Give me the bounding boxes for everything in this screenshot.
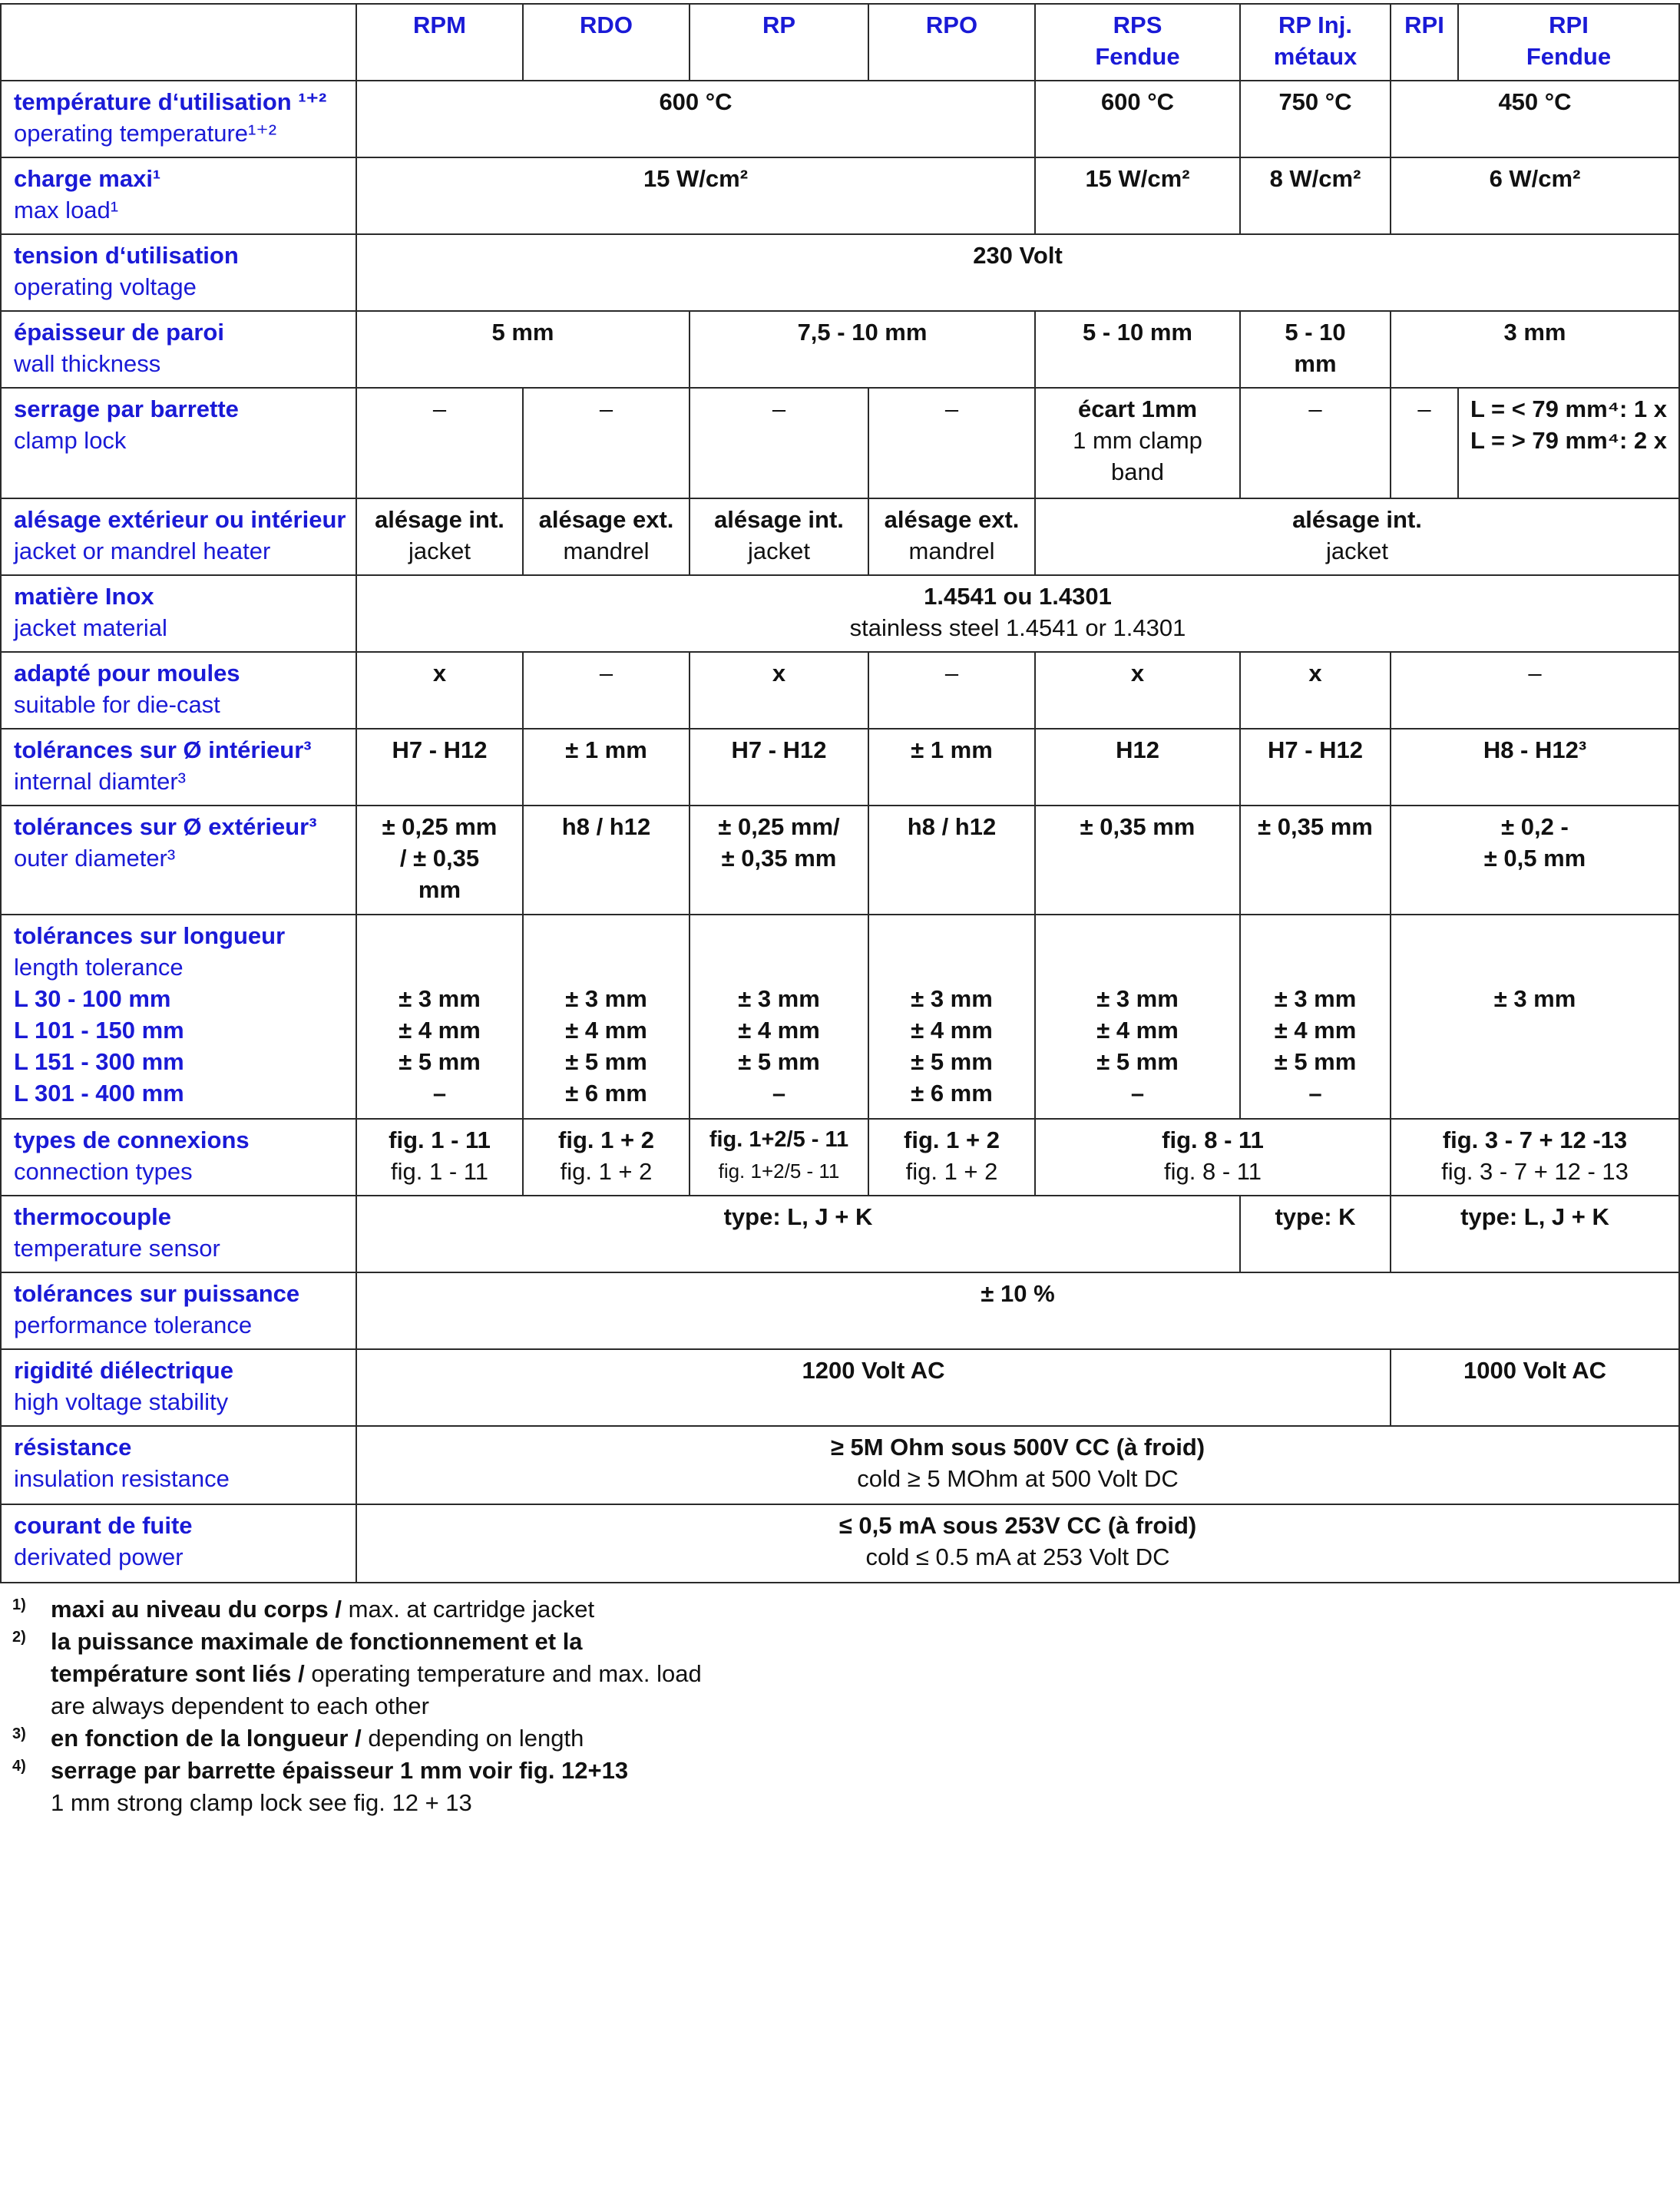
label-fr: tolérances sur Ø extérieur³ xyxy=(14,813,317,840)
label-en: temperature sensor xyxy=(14,1235,220,1262)
value-cell xyxy=(523,1119,690,1196)
value-en: fig. 3 - 7 + 12 - 13 xyxy=(1441,1158,1629,1185)
value-cell: – xyxy=(1391,652,1679,729)
specification-table xyxy=(0,3,1680,1583)
label-fr: thermocouple xyxy=(14,1203,171,1230)
value-cell: ± 3 mm ± 4 mm ± 5 mm – xyxy=(690,915,868,1119)
value-cell: ± 0,25 mm/ ± 0,35 mm xyxy=(690,806,868,915)
value-cell: ± 1 mm xyxy=(868,729,1035,806)
row-label xyxy=(1,234,356,311)
row-temperature xyxy=(1,81,1679,157)
label-fr: épaisseur de paroi xyxy=(14,319,224,346)
value-cell: 230 Volt xyxy=(356,234,1679,311)
row-thermocouple xyxy=(1,1196,1679,1272)
value-cell: – xyxy=(356,388,523,498)
label-en: operating voltage xyxy=(14,273,197,300)
value-cell: ± 1 mm xyxy=(523,729,690,806)
row-label xyxy=(1,157,356,234)
label-en: jacket material xyxy=(14,614,167,641)
value-en: cold ≥ 5 MOhm at 500 Volt DC xyxy=(857,1465,1179,1492)
length-range: L 101 - 150 mm xyxy=(14,1017,184,1044)
value-cell: ± 10 % xyxy=(356,1272,1679,1349)
label-fr: adapté pour moules xyxy=(14,660,240,686)
value-cell: H7 - H12 xyxy=(356,729,523,806)
value-fr: fig. 3 - 7 + 12 -13 xyxy=(1442,1127,1628,1153)
value-cell: 600 °C xyxy=(1035,81,1240,157)
row-label xyxy=(1,1272,356,1349)
value-cell: 5 - 10 mm xyxy=(1240,311,1391,388)
footnote-text xyxy=(51,1593,594,1626)
row-leakage xyxy=(1,1504,1679,1583)
label-en: insulation resistance xyxy=(14,1465,230,1492)
value-cell xyxy=(1035,498,1679,575)
value-cell: H7 - H12 xyxy=(1240,729,1391,806)
label-fr: tolérances sur puissance xyxy=(14,1280,300,1307)
row-label xyxy=(1,915,356,1119)
value-cell: – xyxy=(868,652,1035,729)
label-fr: alésage extérieur ou intérieur xyxy=(14,506,346,533)
footnote-normal: 1 mm strong clamp lock see fig. 12 + 13 xyxy=(51,1789,472,1816)
value-cell: 1200 Volt AC xyxy=(356,1349,1391,1426)
value-en: jacket xyxy=(1326,538,1388,564)
header-row xyxy=(1,4,1679,81)
footnote xyxy=(0,1755,921,1819)
label-fr: température d‘utilisation ¹⁺² xyxy=(14,88,327,115)
value-fr: fig. 1 - 11 xyxy=(389,1127,491,1153)
value-cell: ± 0,2 - ± 0,5 mm xyxy=(1391,806,1679,915)
value-en: 1 mm clamp band xyxy=(1073,427,1202,485)
col-header-rdo: RDO xyxy=(523,4,690,81)
value-en: mandrel xyxy=(563,538,650,564)
row-clamp-lock xyxy=(1,388,1679,498)
footnote-mark: 2) xyxy=(12,1629,26,1646)
value-fr: fig. 8 - 11 xyxy=(1162,1127,1264,1153)
label-fr: résistance xyxy=(14,1434,132,1461)
row-connection-types xyxy=(1,1119,1679,1196)
row-insulation xyxy=(1,1426,1679,1504)
value-cell xyxy=(356,1119,523,1196)
value-cell: type: L, J + K xyxy=(356,1196,1240,1272)
value-en: jacket xyxy=(408,538,471,564)
value-cell: 8 W/cm² xyxy=(1240,157,1391,234)
value-cell: x xyxy=(1240,652,1391,729)
col-header-rpi: RPI xyxy=(1391,4,1458,81)
label-en: outer diameter³ xyxy=(14,845,176,872)
label-fr: matière Inox xyxy=(14,583,154,610)
row-inner-diameter xyxy=(1,729,1679,806)
row-material xyxy=(1,575,1679,652)
footnote-text xyxy=(51,1722,584,1755)
label-fr: tension d‘utilisation xyxy=(14,242,239,269)
col-header-rp-inj: RP Inj. métaux xyxy=(1240,4,1391,81)
footnote xyxy=(0,1626,921,1722)
value-cell: ± 3 mm ± 4 mm ± 5 mm ± 6 mm xyxy=(868,915,1035,1119)
row-bore xyxy=(1,498,1679,575)
footnote-mark: 3) xyxy=(12,1725,26,1742)
value-cell: H8 - H12³ xyxy=(1391,729,1679,806)
col-header-rp: RP xyxy=(690,4,868,81)
row-label xyxy=(1,806,356,915)
value-cell xyxy=(1391,1119,1679,1196)
value-cell: 450 °C xyxy=(1391,81,1679,157)
label-fr: types de connexions xyxy=(14,1127,250,1153)
value-cell: type: K xyxy=(1240,1196,1391,1272)
value-cell: ± 3 mm ± 4 mm ± 5 mm – xyxy=(356,915,523,1119)
row-die-cast xyxy=(1,652,1679,729)
value-cell: – xyxy=(1240,388,1391,498)
footnote-normal: operating temperature and max. load are always dependent to each other xyxy=(51,1660,702,1719)
value-cell xyxy=(868,1119,1035,1196)
value-cell: h8 / h12 xyxy=(523,806,690,915)
row-label xyxy=(1,1119,356,1196)
label-en: length tolerance xyxy=(14,954,184,981)
footnote-bold: serrage par barrette épaisseur 1 mm voir fig. 12+13 xyxy=(51,1757,629,1784)
value-en: mandrel xyxy=(908,538,995,564)
row-label xyxy=(1,498,356,575)
value-cell: H12 xyxy=(1035,729,1240,806)
value-cell xyxy=(356,1504,1679,1583)
row-dielectric xyxy=(1,1349,1679,1426)
footnote-normal: depending on length xyxy=(368,1725,584,1752)
value-cell: – xyxy=(1391,388,1458,498)
length-range: L 301 - 400 mm xyxy=(14,1080,184,1107)
row-label xyxy=(1,1349,356,1426)
value-cell: 3 mm xyxy=(1391,311,1679,388)
value-cell: ± 3 mm ± 4 mm ± 5 mm – xyxy=(1035,915,1240,1119)
length-range: L 151 - 300 mm xyxy=(14,1048,184,1075)
label-en: internal diamter³ xyxy=(14,768,186,795)
col-header-rpi-fendue: RPI Fendue xyxy=(1458,4,1679,81)
footnote xyxy=(0,1722,921,1755)
label-fr: courant de fuite xyxy=(14,1512,193,1539)
label-en: max load¹ xyxy=(14,197,119,223)
value-en: fig. 1 + 2 xyxy=(905,1158,998,1185)
value-fr: 1.4541 ou 1.4301 xyxy=(924,583,1112,610)
row-label xyxy=(1,388,356,498)
value-cell: – xyxy=(523,388,690,498)
col-header-rpo: RPO xyxy=(868,4,1035,81)
value-cell: 5 - 10 mm xyxy=(1035,311,1240,388)
value-en: fig. 1 + 2 xyxy=(560,1158,653,1185)
value-cell xyxy=(868,498,1035,575)
value-en: fig. 1 - 11 xyxy=(391,1158,488,1185)
row-voltage xyxy=(1,234,1679,311)
value-en: stainless steel 1.4541 or 1.4301 xyxy=(849,614,1186,641)
value-cell xyxy=(356,575,1679,652)
footnote-mark: 4) xyxy=(12,1758,26,1775)
value-cell: x xyxy=(690,652,868,729)
label-en: clamp lock xyxy=(14,427,127,454)
value-cell xyxy=(1035,388,1240,498)
value-cell: 7,5 - 10 mm xyxy=(690,311,1035,388)
value-cell: ± 3 mm xyxy=(1391,915,1679,1119)
label-en: suitable for die-cast xyxy=(14,691,220,718)
value-cell: 750 °C xyxy=(1240,81,1391,157)
value-cell: ± 3 mm ± 4 mm ± 5 mm ± 6 mm xyxy=(523,915,690,1119)
value-fr: écart 1mm xyxy=(1077,395,1198,422)
row-label xyxy=(1,729,356,806)
value-cell: H7 - H12 xyxy=(690,729,868,806)
value-cell: L = < 79 mm⁴: 1 x L = > 79 mm⁴: 2 x xyxy=(1458,388,1679,498)
value-cell: h8 / h12 xyxy=(868,806,1035,915)
length-range: L 30 - 100 mm xyxy=(14,985,171,1012)
row-label xyxy=(1,1426,356,1504)
footnote-normal: max. at cartridge jacket xyxy=(348,1596,595,1623)
value-fr: alésage ext. xyxy=(884,506,1020,533)
value-cell: – xyxy=(523,652,690,729)
footnote-bold: en fonction de la longueur / xyxy=(51,1725,369,1752)
label-fr: tolérances sur longueur xyxy=(14,922,286,949)
value-fr: alésage ext. xyxy=(538,506,674,533)
value-fr: ≥ 5M Ohm sous 500V CC (à froid) xyxy=(830,1434,1205,1461)
value-cell: ± 0,35 mm xyxy=(1240,806,1391,915)
footnote-bold: la puissance maximale de fonctionnement et la température sont liés / xyxy=(51,1628,583,1687)
col-header-rps: RPS Fendue xyxy=(1035,4,1240,81)
label-fr: rigidité diélectrique xyxy=(14,1357,233,1384)
row-power-tolerance xyxy=(1,1272,1679,1349)
value-cell: 600 °C xyxy=(356,81,1035,157)
label-en: connection types xyxy=(14,1158,193,1185)
value-cell: x xyxy=(356,652,523,729)
label-en: performance tolerance xyxy=(14,1312,253,1338)
row-wall-thickness xyxy=(1,311,1679,388)
value-cell: – xyxy=(690,388,868,498)
value-fr: fig. 1 + 2 xyxy=(904,1127,1000,1153)
value-cell xyxy=(356,498,523,575)
value-cell xyxy=(690,1119,868,1196)
label-en: high voltage stability xyxy=(14,1388,229,1415)
value-cell xyxy=(523,498,690,575)
value-fr: fig. 1 + 2 xyxy=(558,1127,654,1153)
value-fr: ≤ 0,5 mA sous 253V CC (à froid) xyxy=(838,1512,1197,1539)
value-cell: 15 W/cm² xyxy=(1035,157,1240,234)
label-en: wall thickness xyxy=(14,350,161,377)
footnotes xyxy=(0,1593,921,1819)
footnote-text xyxy=(51,1626,702,1722)
label-fr: tolérances sur Ø intérieur³ xyxy=(14,736,312,763)
header-corner xyxy=(1,4,356,81)
value-fr: fig. 1+2/5 - 11 xyxy=(709,1127,849,1152)
label-en: operating temperature¹⁺² xyxy=(14,120,277,147)
row-label xyxy=(1,81,356,157)
value-fr: alésage int. xyxy=(1292,506,1422,533)
value-cell xyxy=(1035,1119,1391,1196)
footnote xyxy=(0,1593,921,1626)
value-cell: 5 mm xyxy=(356,311,690,388)
value-cell: ± 0,25 mm / ± 0,35 mm xyxy=(356,806,523,915)
label-fr: serrage par barrette xyxy=(14,395,239,422)
row-label xyxy=(1,1196,356,1272)
row-label xyxy=(1,1504,356,1583)
value-fr: alésage int. xyxy=(714,506,844,533)
label-en: derivated power xyxy=(14,1543,184,1570)
value-cell: x xyxy=(1035,652,1240,729)
value-en: fig. 1+2/5 - 11 xyxy=(718,1160,840,1183)
label-en: jacket or mandrel heater xyxy=(14,538,271,564)
row-outer-diameter xyxy=(1,806,1679,915)
value-en: fig. 8 - 11 xyxy=(1164,1158,1262,1185)
row-label xyxy=(1,311,356,388)
value-fr: alésage int. xyxy=(375,506,504,533)
value-cell: type: L, J + K xyxy=(1391,1196,1679,1272)
value-cell: 6 W/cm² xyxy=(1391,157,1679,234)
row-label xyxy=(1,575,356,652)
value-cell: – xyxy=(868,388,1035,498)
row-label xyxy=(1,652,356,729)
value-cell: ± 3 mm ± 4 mm ± 5 mm – xyxy=(1240,915,1391,1119)
value-cell xyxy=(690,498,868,575)
col-header-rpm: RPM xyxy=(356,4,523,81)
value-cell: ± 0,35 mm xyxy=(1035,806,1240,915)
footnote-text xyxy=(51,1755,628,1819)
value-cell: 15 W/cm² xyxy=(356,157,1035,234)
value-cell: 1000 Volt AC xyxy=(1391,1349,1679,1426)
row-length-tolerance xyxy=(1,915,1679,1119)
value-en: cold ≤ 0.5 mA at 253 Volt DC xyxy=(865,1543,1170,1570)
value-en: jacket xyxy=(748,538,810,564)
footnote-bold: maxi au niveau du corps / xyxy=(51,1596,349,1623)
label-fr: charge maxi¹ xyxy=(14,165,161,192)
row-max-load xyxy=(1,157,1679,234)
value-cell xyxy=(356,1426,1679,1504)
footnote-mark: 1) xyxy=(12,1596,26,1613)
